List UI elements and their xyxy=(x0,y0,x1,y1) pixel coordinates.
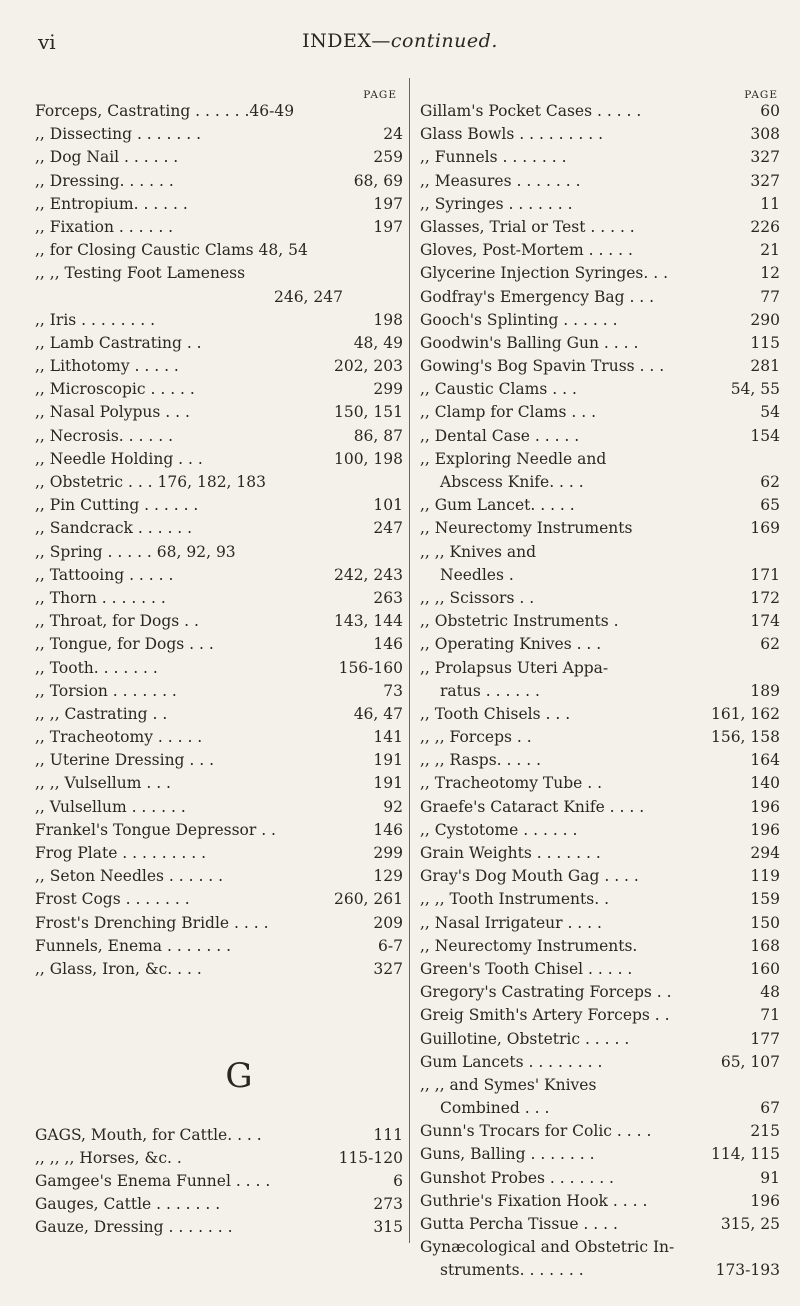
entry-label: Gunshot Probes . . . . . . . xyxy=(420,1168,614,1187)
section-letter: G xyxy=(225,1055,253,1096)
entry-page: 169 xyxy=(750,519,780,538)
index-entry xyxy=(35,680,403,703)
index-entry xyxy=(35,262,403,285)
index-entry xyxy=(35,123,403,146)
entry-label: Godfray's Emergency Bag . . . xyxy=(420,287,655,306)
page-number: vi xyxy=(38,30,56,54)
entry-page: 168 xyxy=(750,936,780,955)
index-entry xyxy=(420,680,780,703)
entry-label: ,, Dissecting . . . . . . . xyxy=(35,125,201,144)
entry-page: 60 xyxy=(760,102,780,120)
index-entry xyxy=(420,1028,780,1051)
index-entry xyxy=(35,819,403,842)
entry-label: ,, Obstetric Instruments . xyxy=(420,612,619,631)
page-header xyxy=(0,30,800,60)
running-title xyxy=(0,30,800,52)
entry-page: 196 xyxy=(750,1191,780,1210)
entry-label: GAGS, Mouth, for Cattle. . . . xyxy=(35,1125,262,1144)
index-entry xyxy=(420,1167,780,1190)
index-entry xyxy=(35,239,403,262)
entry-page: 281 xyxy=(750,357,780,376)
entry-label: Glass Bowls . . . . . . . . . xyxy=(420,125,604,144)
entry-label: ,, Nasal Irrigateur . . . . xyxy=(420,913,602,932)
index-entry xyxy=(420,1190,780,1213)
index-entry xyxy=(420,888,780,911)
entry-label: ,, Entropium. . . . . . xyxy=(35,194,188,213)
entry-page: 226 xyxy=(750,217,780,236)
index-entry xyxy=(420,355,780,378)
index-entry xyxy=(35,216,403,239)
entry-page: 215 xyxy=(750,1122,780,1141)
entry-label: ,, Tooth Chisels . . . xyxy=(420,704,571,723)
page-column-heading: PAGE xyxy=(744,89,778,101)
index-entry xyxy=(35,1216,403,1239)
entry-page: 115-120 xyxy=(338,1148,403,1167)
entry-page: 111 xyxy=(373,1125,403,1144)
entry-page: 71 xyxy=(760,1006,780,1025)
entry-label: ,, Funnels . . . . . . . xyxy=(420,148,567,167)
entry-page: 189 xyxy=(750,681,780,700)
left-column xyxy=(35,84,403,1239)
index-entry xyxy=(35,1147,403,1170)
index-entry xyxy=(420,1004,780,1027)
entry-page: 191 xyxy=(373,751,403,770)
index-entry xyxy=(420,981,780,1004)
entry-label: Guthrie's Fixation Hook . . . . xyxy=(420,1191,648,1210)
entry-page: 6 xyxy=(393,1171,403,1190)
index-entry xyxy=(420,123,780,146)
entry-page: 173-193 xyxy=(715,1261,780,1280)
index-entry xyxy=(35,657,403,680)
entry-page: 140 xyxy=(750,774,780,793)
entry-label: ,, Necrosis. . . . . . xyxy=(35,426,174,445)
index-entry xyxy=(420,170,780,193)
entry-page: 242, 243 xyxy=(333,565,403,584)
index-entry xyxy=(35,587,403,610)
index-entry xyxy=(35,332,403,355)
entry-label: ,, ,, Rasps. . . . . xyxy=(420,751,542,770)
entry-label: ,, Torsion . . . . . . . xyxy=(35,681,177,700)
title-text: INDEX— xyxy=(302,30,391,52)
entry-label: ,, ,, Testing Foot Lameness xyxy=(35,264,246,283)
index-entry xyxy=(420,216,780,239)
entry-label: Gooch's Splinting . . . . . . xyxy=(420,310,618,329)
entry-label: ,, Iris . . . . . . . . xyxy=(35,310,156,329)
entry-label: ,, Cystotome . . . . . . xyxy=(420,820,578,839)
entry-label: struments. . . . . . . xyxy=(440,1261,584,1280)
entry-page: 54, 55 xyxy=(730,380,780,399)
entry-page: 156, 158 xyxy=(710,728,780,747)
index-entry xyxy=(35,935,403,958)
entry-page: 24 xyxy=(383,125,403,144)
entry-label: ,, Sandcrack . . . . . . xyxy=(35,519,193,538)
right-column xyxy=(420,84,780,1283)
entry-page: 156-160 xyxy=(338,658,403,677)
index-entry xyxy=(35,633,403,656)
index-entry xyxy=(35,958,403,981)
index-entry xyxy=(35,726,403,749)
entry-label: ,, Throat, for Dogs . . xyxy=(35,612,199,631)
entry-page: 91 xyxy=(760,1168,780,1187)
entry-page: 46, 47 xyxy=(353,704,403,723)
entry-label: Frankel's Tongue Depressor . . xyxy=(35,820,276,839)
index-entry xyxy=(420,633,780,656)
entry-label: Combined . . . xyxy=(440,1099,550,1118)
entry-page: 159 xyxy=(750,890,780,909)
entry-label: Funnels, Enema . . . . . . . xyxy=(35,936,232,955)
index-entry xyxy=(420,471,780,494)
index-entry xyxy=(35,448,403,471)
index-entry xyxy=(420,239,780,262)
entry-page: 209 xyxy=(373,913,403,932)
entry-page: 327 xyxy=(750,148,780,167)
entry-label: ,, Syringes . . . . . . . xyxy=(420,194,573,213)
entry-page: 150 xyxy=(750,913,780,932)
entry-page: 191 xyxy=(373,774,403,793)
entry-label: Gamgee's Enema Funnel . . . . xyxy=(35,1171,271,1190)
entry-label: Gum Lancets . . . . . . . . xyxy=(420,1052,603,1071)
index-entry xyxy=(420,819,780,842)
entry-label: Forceps, Castrating . . . . . .46-49 xyxy=(35,102,295,120)
index-entry xyxy=(35,494,403,517)
index-entry xyxy=(35,1193,403,1216)
index-entry xyxy=(420,332,780,355)
index-entry xyxy=(35,378,403,401)
entry-label: ,, Tongue, for Dogs . . . xyxy=(35,635,214,654)
entry-page: 115 xyxy=(750,333,780,352)
index-entry xyxy=(35,541,403,564)
index-entry xyxy=(420,1213,780,1236)
entry-label: ,, Dressing. . . . . . xyxy=(35,171,174,190)
entry-page: 172 xyxy=(750,588,780,607)
entry-page: 327 xyxy=(373,959,403,978)
entry-page: 54 xyxy=(760,403,780,422)
entry-label: ,, ,, Tooth Instruments. . xyxy=(420,890,609,909)
entry-page: 197 xyxy=(373,194,403,213)
index-entry xyxy=(35,355,403,378)
index-entry xyxy=(420,726,780,749)
index-entry xyxy=(420,703,780,726)
entry-label: ,, Lithotomy . . . . . xyxy=(35,357,179,376)
entry-page: 327 xyxy=(750,171,780,190)
entry-label: ,, Measures . . . . . . . xyxy=(420,171,581,190)
entry-label: ,, Tooth. . . . . . . xyxy=(35,658,158,677)
entry-label: ,, for Closing Caustic Clams 48, 54 xyxy=(35,241,308,260)
entry-page: 299 xyxy=(373,844,403,862)
index-entry xyxy=(35,170,403,193)
left-g-entries xyxy=(35,1124,403,1240)
index-entry xyxy=(35,401,403,424)
index-entry xyxy=(420,517,780,540)
spacer xyxy=(35,1004,403,1027)
entry-page: 65, 107 xyxy=(720,1052,780,1071)
entry-page: 143, 144 xyxy=(333,612,403,631)
entry-page: 73 xyxy=(383,681,403,700)
entry-label: ,, Neurectomy Instruments. xyxy=(420,936,638,955)
index-entry xyxy=(35,309,403,332)
entry-page: 12 xyxy=(760,264,780,283)
index-entry xyxy=(420,448,780,471)
entry-label: Glycerine Injection Syringes. . . xyxy=(420,264,668,283)
index-entry xyxy=(420,1143,780,1166)
entry-page: 62 xyxy=(760,635,780,654)
entry-label: ,, Gum Lancet. . . . . xyxy=(420,496,575,515)
index-entry xyxy=(420,1236,780,1259)
entry-label: ,, Dog Nail . . . . . . xyxy=(35,148,179,167)
entry-label: ,, Prolapsus Uteri Appa- xyxy=(420,658,609,677)
entry-label: ,, ,, Vulsellum . . . xyxy=(35,774,171,793)
title-continued: continued. xyxy=(390,30,498,52)
index-entry xyxy=(420,587,780,610)
index-entry xyxy=(420,796,780,819)
index-entry xyxy=(420,564,780,587)
index-entry xyxy=(420,286,780,309)
entry-page: 290 xyxy=(750,310,780,329)
page-column-heading: PAGE xyxy=(363,89,397,101)
index-entry xyxy=(420,842,780,865)
entry-page: 198 xyxy=(373,310,403,329)
index-entry xyxy=(420,541,780,564)
index-entry xyxy=(420,1074,780,1097)
entry-page: 196 xyxy=(750,797,780,816)
index-entry xyxy=(35,193,403,216)
column-divider xyxy=(409,78,410,1243)
entry-page: 196 xyxy=(750,820,780,839)
entry-page: 119 xyxy=(750,867,780,886)
index-entry xyxy=(35,749,403,772)
entry-page: 65 xyxy=(760,496,780,515)
entry-page: 273 xyxy=(373,1195,403,1214)
entry-label: ,, Neurectomy Instruments xyxy=(420,519,633,538)
entry-page: 77 xyxy=(760,287,780,306)
entry-page: 48 xyxy=(760,983,780,1002)
entry-page: 177 xyxy=(750,1029,780,1048)
entry-label: Frost's Drenching Bridle . . . . xyxy=(35,913,269,932)
index-entry xyxy=(35,286,403,309)
index-entry xyxy=(420,912,780,935)
entry-label: ,, Seton Needles . . . . . . xyxy=(35,867,224,886)
entry-label: ,, Needle Holding . . . xyxy=(35,449,203,468)
index-entry xyxy=(420,1259,780,1282)
entry-label: ,, Lamb Castrating . . xyxy=(35,333,202,352)
entry-label: Guillotine, Obstetric . . . . . xyxy=(420,1029,630,1048)
entry-label: ,, Microscopic . . . . . xyxy=(35,380,195,399)
entry-label: Gillam's Pocket Cases . . . . . xyxy=(420,102,642,120)
index-entry xyxy=(35,425,403,448)
index-entry xyxy=(420,193,780,216)
index-entry xyxy=(420,1051,780,1074)
entry-label: Green's Tooth Chisel . . . . . xyxy=(420,959,633,978)
index-entry xyxy=(35,146,403,169)
entry-page: 315, 25 xyxy=(720,1215,780,1233)
index-entry xyxy=(35,610,403,633)
entry-label: Gloves, Post-Mortem . . . . . xyxy=(420,241,633,260)
entry-page: 11 xyxy=(760,194,780,213)
entry-label: Gauges, Cattle . . . . . . . xyxy=(35,1195,221,1214)
index-entry xyxy=(420,100,780,123)
entry-label: ,, Caustic Clams . . . xyxy=(420,380,577,399)
entry-page: 299 xyxy=(373,380,403,399)
entry-label: Goodwin's Balling Gun . . . . xyxy=(420,333,639,352)
entry-label: Graefe's Cataract Knife . . . . xyxy=(420,797,645,816)
index-entry xyxy=(420,772,780,795)
left-entries xyxy=(35,100,403,981)
index-entry xyxy=(35,1124,403,1147)
index-entry xyxy=(420,935,780,958)
entry-label: ratus . . . . . . xyxy=(440,681,540,700)
entry-label: Gowing's Bog Spavin Truss . . . xyxy=(420,357,665,376)
entry-label: ,, ,, Knives and xyxy=(420,542,537,561)
entry-page: 129 xyxy=(373,867,403,886)
index-entry xyxy=(35,842,403,865)
index-entry xyxy=(420,401,780,424)
index-entry xyxy=(420,657,780,680)
entry-label: Greig Smith's Artery Forceps . . xyxy=(420,1006,670,1025)
entry-label: Grain Weights . . . . . . . xyxy=(420,844,601,862)
entry-page: 6-7 xyxy=(378,936,403,955)
entry-label: Gutta Percha Tissue . . . . xyxy=(420,1215,618,1233)
index-entry xyxy=(35,100,403,123)
entry-label: Guns, Balling . . . . . . . xyxy=(420,1145,595,1164)
index-entry xyxy=(420,146,780,169)
entry-label: ,, Spring . . . . . 68, 92, 93 xyxy=(35,542,236,561)
entry-label: ,, Tracheotomy Tube . . xyxy=(420,774,603,793)
entry-page: 68, 69 xyxy=(353,171,403,190)
index-entry xyxy=(420,749,780,772)
index-entry xyxy=(35,471,403,494)
entry-label: ,, ,, ,, Horses, &c. . xyxy=(35,1148,182,1167)
entry-page: 100, 198 xyxy=(333,449,403,468)
entry-page: 92 xyxy=(383,797,403,816)
entry-page: 161, 162 xyxy=(710,704,780,723)
index-entry xyxy=(35,517,403,540)
entry-page: 48, 49 xyxy=(353,333,403,352)
entry-label: ,, Obstetric . . . 176, 182, 183 xyxy=(35,473,266,491)
entry-label: Needles . xyxy=(440,565,514,584)
entry-label: Frog Plate . . . . . . . . . xyxy=(35,844,207,862)
entry-page: 146 xyxy=(373,820,403,839)
entry-label: ,, ,, Castrating . . xyxy=(35,704,168,723)
index-entry xyxy=(420,1120,780,1143)
entry-label: Gray's Dog Mouth Gag . . . . xyxy=(420,867,639,886)
entry-page: 62 xyxy=(760,473,780,491)
index-entry xyxy=(35,703,403,726)
entry-page: 315 xyxy=(373,1218,403,1237)
entry-label: ,, Glass, Iron, &c. . . . xyxy=(35,959,202,978)
entry-page: 260, 261 xyxy=(333,890,403,909)
entry-label: ,, Nasal Polypus . . . xyxy=(35,403,190,422)
entry-label: ,, ,, Scissors . . xyxy=(420,588,535,607)
index-entry xyxy=(420,425,780,448)
entry-page: 141 xyxy=(373,728,403,747)
index-entry xyxy=(35,772,403,795)
entry-label: Abscess Knife. . . . xyxy=(440,473,584,491)
index-entry xyxy=(35,1170,403,1193)
entry-label: ,, Fixation . . . . . . xyxy=(35,217,174,236)
entry-page: 146 xyxy=(373,635,403,654)
index-entry xyxy=(420,309,780,332)
entry-label: ,, Tattooing . . . . . xyxy=(35,565,174,584)
entry-page: 294 xyxy=(750,844,780,862)
entry-page: 308 xyxy=(750,125,780,144)
entry-label: Gauze, Dressing . . . . . . . xyxy=(35,1218,233,1237)
index-entry xyxy=(420,958,780,981)
entry-label: ,, Dental Case . . . . . xyxy=(420,426,580,445)
index-entry xyxy=(35,912,403,935)
spacer xyxy=(35,981,403,1004)
entry-page: 67 xyxy=(760,1099,780,1118)
entry-page: 174 xyxy=(750,612,780,631)
entry-label: Gregory's Castrating Forceps . . xyxy=(420,983,672,1002)
index-entry xyxy=(35,888,403,911)
entry-page: 101 xyxy=(373,496,403,515)
entry-page: 247 xyxy=(373,519,403,538)
entry-page: 259 xyxy=(373,148,403,167)
entry-label: ,, Uterine Dressing . . . xyxy=(35,751,215,770)
entry-label: ,, Vulsellum . . . . . . xyxy=(35,797,186,816)
entry-label: ,, Exploring Needle and xyxy=(420,449,607,468)
entry-label: Glasses, Trial or Test . . . . . xyxy=(420,217,635,236)
index-entry xyxy=(35,865,403,888)
entry-page: 246, 247 xyxy=(273,287,343,306)
entry-page: 263 xyxy=(373,588,403,607)
entry-page: 150, 151 xyxy=(333,403,403,422)
entry-label: ,, Operating Knives . . . xyxy=(420,635,602,654)
entry-label: ,, Tracheotomy . . . . . xyxy=(35,728,203,747)
entry-label: Gynæcological and Obstetric In- xyxy=(420,1238,675,1257)
entry-page: 114, 115 xyxy=(710,1145,780,1164)
index-entry xyxy=(420,610,780,633)
entry-label: ,, ,, Forceps . . xyxy=(420,728,532,747)
entry-label: ,, Clamp for Clams . . . xyxy=(420,403,597,422)
entry-label: Frost Cogs . . . . . . . xyxy=(35,890,190,909)
entry-page: 21 xyxy=(760,241,780,260)
entry-page: 197 xyxy=(373,217,403,236)
entry-page: 164 xyxy=(750,751,780,770)
index-entry xyxy=(420,262,780,285)
entry-page: 202, 203 xyxy=(333,357,403,376)
index-entry xyxy=(420,1097,780,1120)
entry-label: ,, Thorn . . . . . . . xyxy=(35,588,166,607)
index-entry xyxy=(420,378,780,401)
entry-label: ,, ,, and Symes' Knives xyxy=(420,1075,597,1094)
entry-page: 171 xyxy=(750,565,780,584)
right-entries xyxy=(420,100,780,1283)
index-entry xyxy=(420,865,780,888)
entry-page: 160 xyxy=(750,959,780,978)
entry-label: ,, Pin Cutting . . . . . . xyxy=(35,496,199,515)
entry-label: Gunn's Trocars for Colic . . . . xyxy=(420,1122,652,1141)
index-entry xyxy=(35,564,403,587)
entry-page: 86, 87 xyxy=(353,426,403,445)
index-entry xyxy=(35,796,403,819)
index-entry xyxy=(420,494,780,517)
entry-page: 154 xyxy=(750,426,780,445)
